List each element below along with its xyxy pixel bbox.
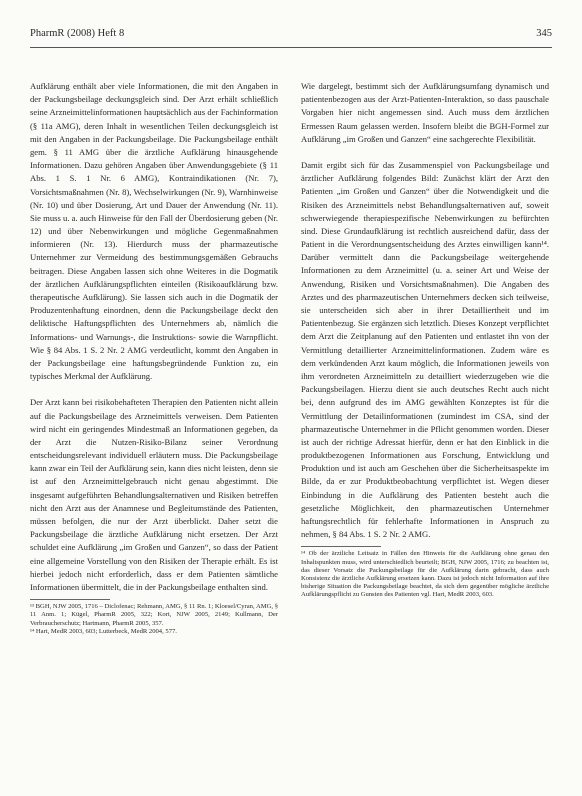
right-column [301,80,549,600]
footnote-rule [30,599,110,600]
footnote: ¹³ BGH, NJW 2005, 1716 – Diclofenac; Rehmann, AMG, § 11 Rn. 1; Kloesel/Cyran, AMG, § 11 Anm. 1; Kügel, PharmR 2005, 322; Kort, NJW 2005, 2149; Kullmann, Der Verbraucherschutz; Hartmann, PharmR 2005, 357. [30,603,278,627]
left-column [30,80,278,636]
body-paragraph: Aufklärung enthält aber viele Informationen, die mit den Angaben in der Packungsbeilage deckungsgleich sind. Der Arzt erhält schließlich seine Arzneimittelinformationen hauptsächlich aus der Fachinformation (§ 11a AMG), deren Inhalt in wesentlichen Teilen deckungsgleich ist mit den Angaben in der Packungsbeilage. Die Packungsbeilage enthält gem. § 11 AMG über die ärztliche Aufklärung hinausgehende Informationen. Dazu gehören Angaben über Anwendungsgebiete (§ 11 Abs. 1 S. 1 Nr. 6 AMG), Kontraindikationen (Nr. 7), Vorsichtsmaßnahmen (Nr. 8), Wechselwirkungen (Nr. 9), Warnhinweise (Nr. 10) und über Dosierung, Art und Dauer der Anwendung (Nr. 11). Sie muss u. a. auch Hinweise für den Fall der Überdosierung geben (Nr. 12) und über Nebenwirkungen und mögliche Gegenmaßnahmen informieren (Nr. 13). Hierdurch muss der pharmazeutische Unternehmer zur Vermeidung des bestimmungsgemäßen Gebrauchs beitragen. Diese Angaben lassen sich ohne Weiteres in die Dogmatik der ärztlichen Aufklärungspflichten einteilen (Risikoaufklärung bzw. therapeutische Aufklärung). Sie lassen sich auch in die Dogmatik der Produzentenhaftung einordnen, denn die Packungsbeilage deckt den deliktische Haftungspflichten des Unternehmers ab, nämlich die Informations- und Warnungs-, die Instruktions- sowie die Warnpflicht. Wie § 84 Abs. 1 S. 2 Nr. 2 AMG verdeutlicht, kommt den Angaben in der Packungsbeilage eine haftungsbegründende Funktion zu, ein typisches Merkmal der Aufklärung. [30,81,278,382]
footnote: ¹⁴ Hart, MedR 2003, 603; Lutterbeck, MedR 2004, 577. [30,627,177,635]
body-paragraph: Wie dargelegt, bestimmt sich der Aufklärungsumfang dynamisch und patientenbezogen aus der Arzt-Patienten-Interaktion, so dass pauschale Vorgaben hier nicht angemessen sind. Auch muss dem ärztlichen Ermessen Raum gelassen werden. Insofern bleibt die BGH-Formel zur Aufklärung „im Großen und Ganzen“ eine sachgerechte Flexibilität. [301,81,549,144]
page-header [30,28,552,44]
body-paragraph: Der Arzt kann bei risikobehafteten Therapien den Patienten nicht allein auf die Packungsbeilage des Arzneimittels verweisen. Dem Patienten wird nicht ein geringendes Mindestmaß an Informationen gegeben, da der Arzt die Nutzen-Risiko-Bilanz seiner Verordnung entscheidungsrelevant individuell erläutern muss. Die Packungsbeilage kann zwar ein Teil der Aufklärung sein, kann dies nicht leisten, denn sie ist auf den Arzneimittelgebrauch nicht genau abgestimmt. Die insgesamt aufgeführten Behandlungsalternativen und Risiken betreffen nicht den Arzt aus der Anamnese und Begleitumstände des Patienten, müssen befolgen, die nur der Arzt überblickt. Daher setzt die Packungsbeilage die ärztliche Aufklärung nicht ersetzen. Der Arzt schuldet eine Aufklärung „im Großen und Ganzen“, so dass der Patient eine allgemeine Vorstellung von den Risiken der Therapie erhält. Es ist hierbei jedoch nicht erforderlich, dass er dem Patienten sämtliche Informationen übermittelt, die in der Packungsbeilage enthalten sind. [30,397,278,592]
journal-citation: PharmR (2008) Heft 8 [30,28,125,39]
header-rule [30,47,552,48]
page-number: 345 [536,28,552,39]
body-paragraph: Damit ergibt sich für das Zusammenspiel von Packungsbeilage und ärztlicher Aufklärung folgendes Bild: Zunächst klärt der Arzt den Patienten „im Großen und Ganzen“ über die Notwendigkeit und die Risiken des Arzneimittels nebst Behandlungsalternativen auf, soweit schwerwiegende therapiespezifische Nebenwirkungen zu befürchten sind. Diese Grundaufklärung ist rechtlich ausreichend dafür, dass der Patient in die Verordnungsentscheidung des Arztes einwilligen kann¹⁴. Darüber vermittelt dann die Packungsbeilage weitergehende Informationen zu dem Arzneimittel (u. a. seiner Art und Weise der Anwendung, Risiken und Vorsichtsmaßnahmen). Die Angaben des Arztes und des pharmazeutischen Unternehmers decken sich teilweise, sie unterscheiden sich aber in ihrer Detailliertheit und im Patientenbezug. Sie ergänzen sich letztlich. Dieses Konzept verpflichtet dem Arzt die Zeitplanung auf den Patienten und entlastet ihn von der Vermittlung detaillierter Arzneimittelinformationen. Zudem wäre es dem verkündenden Arzt kaum möglich, die Informationen jeweils von ihm verordneten Arzneimitteln zu detailliert wiederzugeben wie die Packungsbeilagen. Hierzu dient sie auch deutsches Recht auch nicht bei, denn aufgrund des im AMG gewählten Konzeptes ist für die Vermittlung der Detailinformationen (zumindest im CSA, sind der pharmazeutische Unternehmer in die Pflicht genommen worden. Dieser ist auch der richtige Adressat hierfür, denn er hat den Einblick in die produktbezogenen Informationen aus Forschung, Entwicklung und Produktion und ist auch am Geschehen über die Sicherheitsaspekte im Bilde, da er zur Produktbeobachtung verpflichtet ist. Wegen dieser Einbindung in die Aufklärung des Patienten besteht auch die gesetzliche Möglichkeit, den pharmazeutischen Unternehmer haftungsrechtlich für fehlerhafte Informationen in Anspruch zu nehmen, § 84 Abs. 1 S. 2 Nr. 2 AMG. [301,159,549,540]
footnote: ¹⁴ Ob der ärztliche Leitsatz in Fällen den Hinweis für die Aufklärung ohne genau den Inhaltspunkten muss, wird unterschiedlich beurteilt; BGH, NJW 2005, 1716; zu beachten ist, das dieser Vorsatz die Packungsbeilage für die Aufklärung darin gebracht, dass auch Konsistenz die ärztliche Aufklärung ersetzen kann. Dazu ist jedoch nicht Information auf ihre bisherige Situation die Packungsbeilage beachtet, da sich dem gegenüber mögliche ärztliche Aufklärungspflicht zu Gunsten des Patienten vgl. Hart, MedR 2003, 603. [301,550,549,599]
footnote-rule [301,546,381,547]
